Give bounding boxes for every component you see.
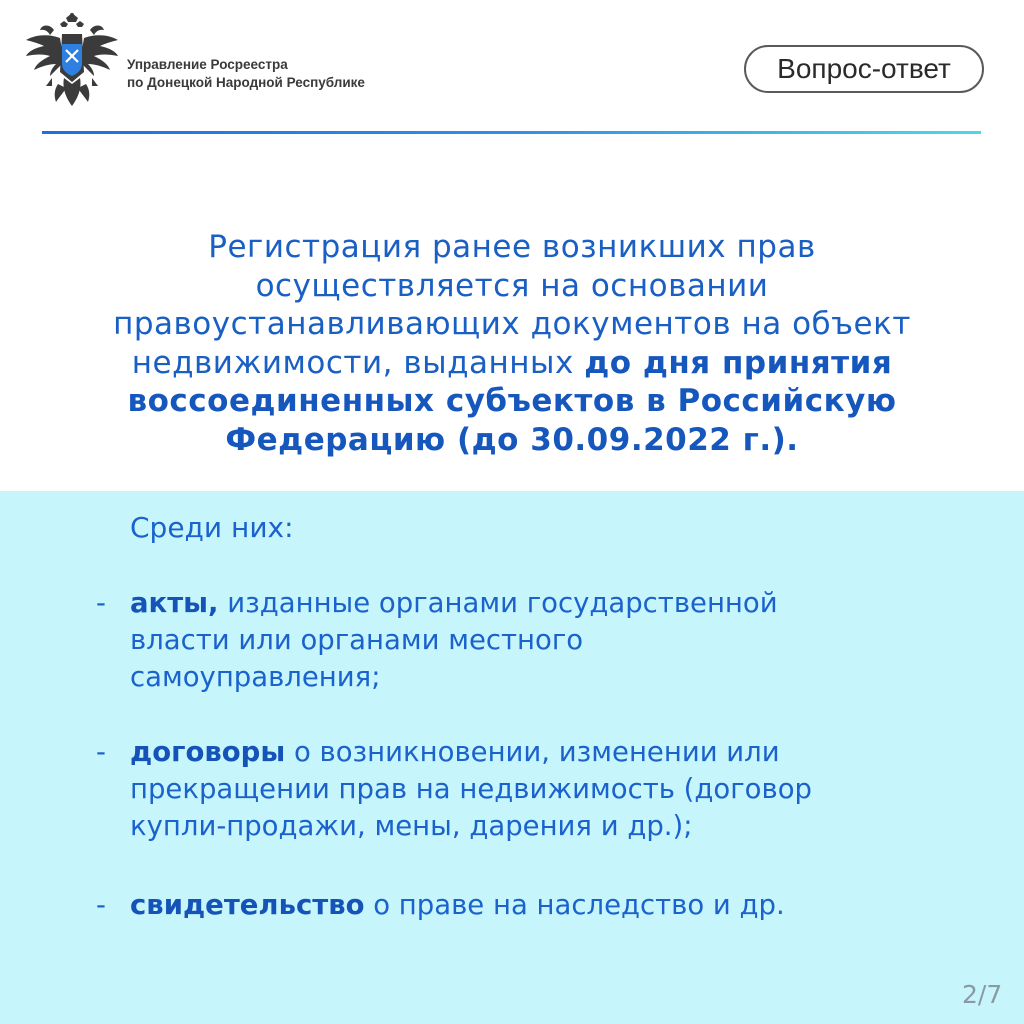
list-item-keyword: свидетельство (130, 889, 365, 921)
lead-emphasis: Федерацию (до 30.09.2022 г.). (225, 421, 799, 458)
organization-name (127, 56, 365, 92)
list-item-text: самоуправления; (130, 661, 381, 693)
question-answer-badge[interactable]: Вопрос-ответ (744, 45, 984, 93)
lead-line: осуществляется на основании (255, 267, 769, 304)
double-headed-eagle-emblem-icon (22, 12, 122, 112)
organization-name-line1: Управление Росреестра (127, 57, 288, 72)
list-dash: - (96, 587, 106, 619)
list-intro: Среди них: (130, 511, 294, 544)
list-dash: - (96, 889, 106, 921)
list-item (96, 585, 916, 696)
lead-line: Регистрация ранее возникших прав (208, 229, 816, 265)
lead-emphasis: воссоединенных субъектов в Российскую (127, 383, 897, 419)
list-item (96, 887, 916, 924)
list-item-text: о возникновении, изменении или (285, 736, 780, 768)
lead-paragraph (40, 228, 984, 459)
organization-name-line2: по Донецкой Народной Республике (127, 75, 365, 90)
list-item-text: изданные органами государственной (218, 587, 778, 619)
lead-line: правоустанавливающих документов на объект (113, 306, 911, 342)
list-item-text: о праве на наследство и др. (364, 889, 785, 921)
list-item-keyword: акты, (130, 587, 219, 619)
header (0, 0, 1024, 140)
list-dash: - (96, 736, 106, 768)
page-number: 2/7 (962, 980, 1003, 1009)
list-item (96, 734, 916, 845)
header-divider (42, 131, 981, 134)
list-item-text: купли-продажи, мены, дарения и др.); (130, 810, 693, 842)
lead-line (40, 344, 984, 383)
lead-emphasis: до дня принятия (584, 344, 893, 381)
lead-text: недвижимости, выданных (131, 344, 585, 381)
list-item-keyword: договоры (130, 736, 286, 768)
list-item-text: власти или органами местного (130, 624, 584, 656)
list-item-text: прекращении прав на недвижимость (договор (130, 773, 812, 805)
